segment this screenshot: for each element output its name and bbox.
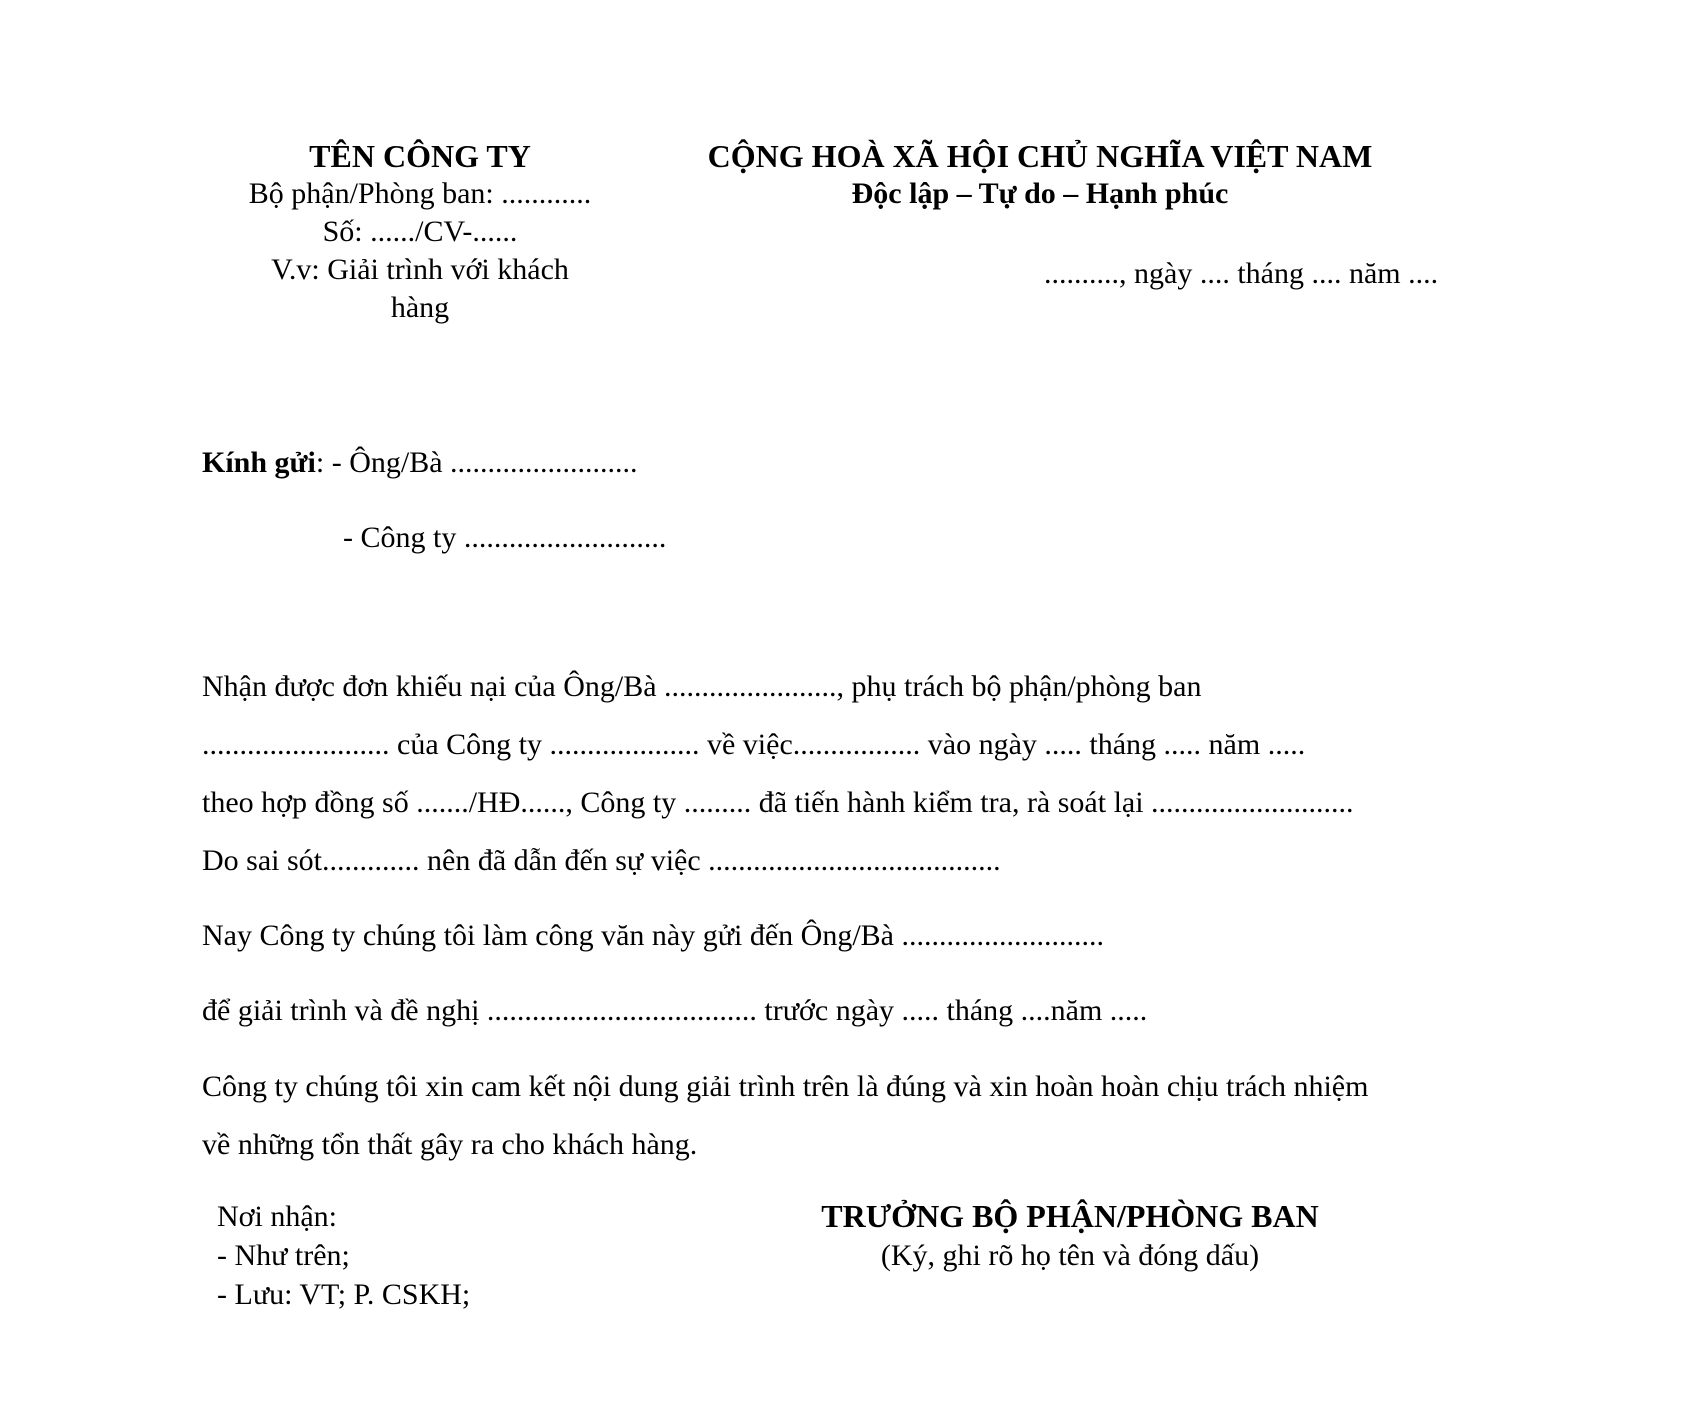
body-line: Do sai sót............. nên đã dẫn đến sự việc ....................................... bbox=[202, 844, 1001, 877]
body-line: Nay Công ty chúng tôi làm công văn này gửi đến Ông/Bà ........................... bbox=[202, 919, 1104, 952]
recipients-list-label: Nơi nhận: bbox=[217, 1200, 338, 1233]
recipients-list bbox=[217, 1197, 470, 1314]
company-name: TÊN CÔNG TY bbox=[309, 138, 531, 174]
national-header bbox=[680, 137, 1400, 213]
recipient-person: : - Ông/Bà ......................... bbox=[315, 446, 638, 479]
signer-title: TRƯỞNG BỘ PHẬN/PHÒNG BAN bbox=[821, 1198, 1319, 1234]
sender-header bbox=[200, 137, 640, 327]
recipients-list-item: - Lưu: VT; P. CSKH; bbox=[217, 1278, 471, 1311]
department-line: Bộ phận/Phòng ban: ............ bbox=[248, 177, 592, 210]
subject-line: V.v: Giải trình với khách bbox=[271, 253, 569, 286]
body-line: ......................... của Công ty .................... về việc................. vào ngày ..... tháng ..... năm ..... bbox=[202, 728, 1306, 761]
recipients-list-item: - Như trên; bbox=[217, 1239, 350, 1272]
signature-block bbox=[760, 1197, 1380, 1275]
signature-note: (Ký, ghi rõ họ tên và đóng dấu) bbox=[880, 1239, 1260, 1272]
recipient-line-1 bbox=[202, 444, 638, 482]
body-line: về những tổn thất gây ra cho khách hàng. bbox=[202, 1128, 698, 1161]
recipient-company: - Công ty ........................... bbox=[343, 521, 667, 554]
date-line: .........., ngày .... tháng .... năm .... bbox=[1044, 257, 1439, 290]
body-line: theo hợp đồng số ......./HĐ......, Công ty ......... đã tiến hành kiểm tra, rà soát lại ........................... bbox=[202, 786, 1354, 819]
national-motto: Độc lập – Tự do – Hạnh phúc bbox=[851, 177, 1229, 210]
recipient-label: Kính gửi bbox=[202, 446, 316, 479]
subject-line-continued: hàng bbox=[390, 291, 450, 324]
body-line: để giải trình và đề nghị .................................... trước ngày ..... tháng ....năm ..... bbox=[202, 994, 1148, 1027]
republic-title: CỘNG HOÀ XÃ HỘI CHỦ NGHĨA VIỆT NAM bbox=[707, 138, 1373, 174]
body-line: Công ty chúng tôi xin cam kết nội dung giải trình trên là đúng và xin hoàn hoàn chịu trách nhiệm bbox=[202, 1070, 1369, 1103]
body-line: Nhận được đơn khiếu nại của Ông/Bà ......................., phụ trách bộ phận/phòng ban bbox=[202, 670, 1202, 703]
document-number: Số: ....../CV-...... bbox=[322, 215, 518, 248]
